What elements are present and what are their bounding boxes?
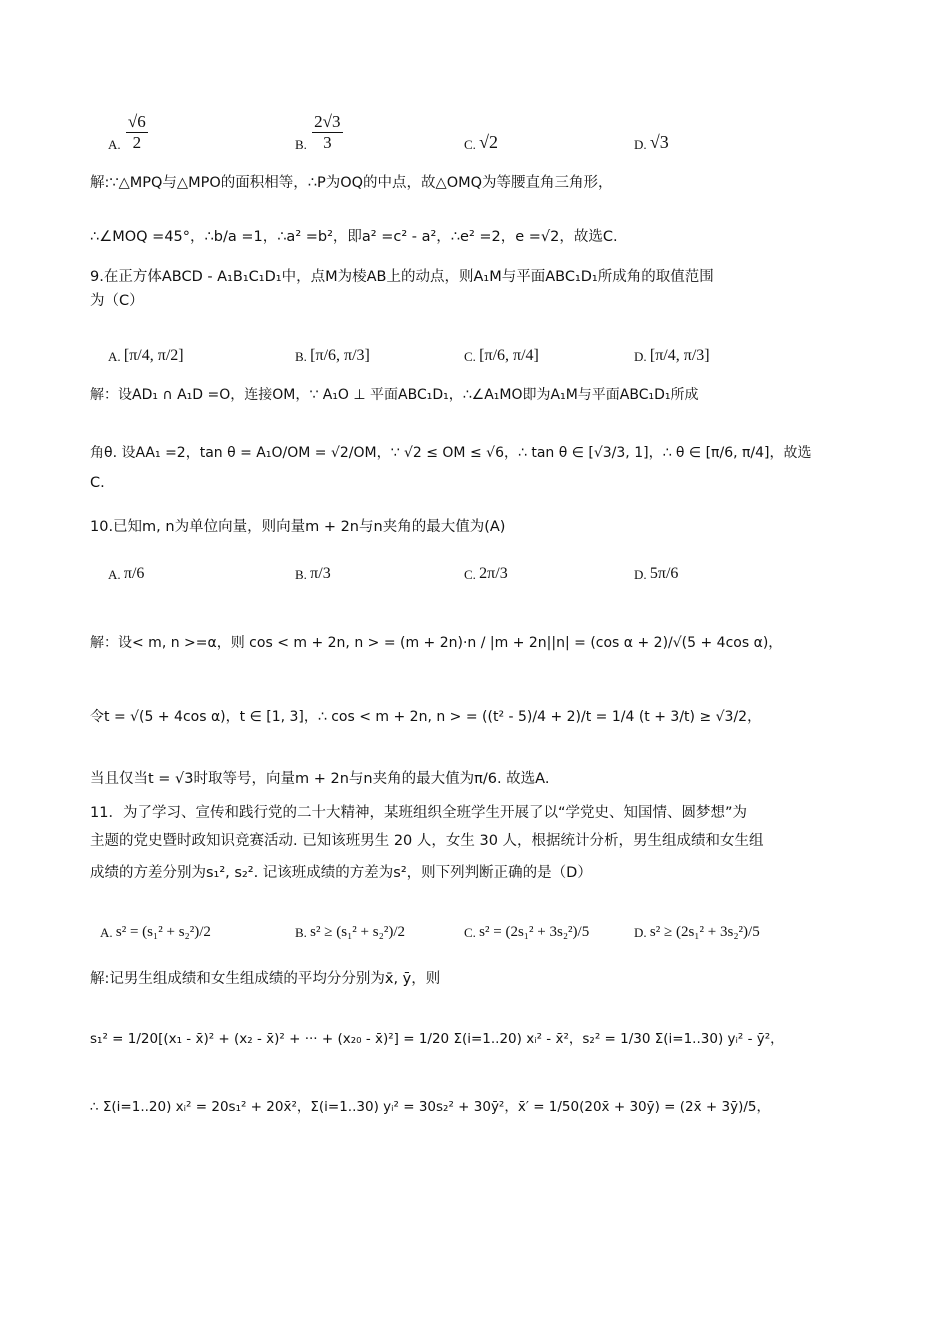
q8-option-c: C. √2 — [464, 132, 499, 152]
q11-option-d: D. s² ≥ (2s₁² + 3s₂²)/5 — [634, 924, 760, 940]
q9-solution-line-2: 角θ. 设AA₁ =2，tan θ = A₁O/OM = √2/OM，∵ √2 ≤ OM ≤ √6，∴ tan θ ∈ [√3/3, 1]，∴ θ ∈ [π/6, π/4]，故选 — [90, 445, 812, 461]
q8-option-b: B. $\frac{2√3}{3}$ — [295, 112, 341, 152]
document-page — [90, 95, 860, 1119]
q11-option-c: C. s² = (2s₁² + 3s₂²)/5 — [464, 924, 590, 940]
q10-options — [90, 539, 860, 587]
q8-solution-line-1: 解:∵△MPQ与△MPO的面积相等，∴P为OQ的中点，故△OMQ为等腰直角三角形， — [90, 175, 613, 191]
q8-option-d: D. √3 — [634, 132, 669, 152]
q9-solution-line-1: 解：设AD₁ ∩ A₁D =O，连接OM，∵ A₁O ⊥ 平面ABC₁D₁，∴∠A₁MO即为A₁M与平面ABC₁D₁所成 — [90, 387, 699, 403]
q9-option-d: D. [π/4, π/3] — [634, 347, 710, 364]
q10-solution-line-1: 解：设< m, n >=α，则 cos < m + 2n, n > = (m + 2n)·n / |m + 2n||n| = (cos α + 2)/√(5 + 4cos α)， — [90, 635, 783, 651]
q9-option-c: C. [π/6, π/4] — [464, 347, 539, 364]
q8-option-a: A. $\frac{√6}{2}$ — [108, 112, 146, 152]
q11-solution-line-2: s₁² = 1/20[(x₁ - x̄)² + (x₂ - x̄)² + ··· + (x₂₀ - x̄)²] = 1/20 Σ(i=1..20) xᵢ² - x̄²，s₂² = 1/30 Σ(i=1..30) yᵢ² - ȳ²， — [90, 1031, 784, 1047]
q10-option-b: B. π/3 — [295, 565, 331, 582]
q11-stem-line-3: 成绩的方差分别为s₁², s₂². 记该班成绩的方差为s²，则下列判断正确的是（D） — [90, 865, 592, 881]
q9-solution-line-3: C. — [90, 475, 105, 491]
q11-solution-line-1: 解:记男生组成绩和女生组成绩的平均分分别为x̄, ȳ，则 — [90, 971, 441, 987]
q10-option-a: A. π/6 — [108, 565, 145, 582]
q10-solution-line-3: 当且仅当t = √3时取等号，向量m + 2n与n夹角的最大值为π/6. 故选A. — [90, 771, 550, 787]
q11-stem-line-2: 主题的党史暨时政知识竞赛活动. 已知该班男生 20 人，女生 30 人，根据统计分析，男生组成绩和女生组 — [90, 833, 764, 849]
q8-solution-line-2: ∴∠MOQ =45°，∴b/a =1，∴a² =b²，即a² =c² - a²，∴e² =2，e =√2，故选C. — [90, 229, 618, 245]
q11-options — [90, 885, 860, 945]
q11-option-a: A. s² = (s₁² + s₂²)/2 — [100, 924, 211, 940]
q9-option-b: B. [π/6, π/3] — [295, 347, 370, 364]
q10-stem: 10.已知m, n为单位向量，则向量m + 2n与n夹角的最大值为(A) — [90, 519, 506, 535]
q8-options — [90, 95, 860, 157]
q9-stem-line-2: 为（C） — [90, 293, 144, 309]
q10-solution-line-2: 令t = √(5 + 4cos α)，t ∈ [1, 3]，∴ cos < m + 2n, n > = ((t² - 5)/4 + 2)/t = 1/4 (t + 3/t) ≥ √3/2， — [90, 709, 762, 725]
q11-stem-line-1: 11．为了学习、宣传和践行党的二十大精神，某班组织全班学生开展了以“学党史、知国情、圆梦想”为 — [90, 805, 747, 821]
q9-option-a: A. [π/4, π/2] — [108, 347, 184, 364]
q10-option-c: C. 2π/3 — [464, 565, 508, 582]
q11-solution-line-3: ∴ Σ(i=1..20) xᵢ² = 20s₁² + 20x̄²，Σ(i=1..30) yᵢ² = 30s₂² + 30ȳ²，x̄′ = 1/50(20x̄ + 30ȳ) = (2x̄ + 3ȳ)/5， — [90, 1099, 770, 1115]
q10-option-d: D. 5π/6 — [634, 565, 679, 582]
q9-stem-line-1: 9.在正方体ABCD - A₁B₁C₁D₁中，点M为棱AB上的动点，则A₁M与平面ABC₁D₁所成角的取值范围 — [90, 269, 714, 285]
q11-option-b: B. s² ≥ (s₁² + s₂²)/2 — [295, 924, 405, 940]
q9-options — [90, 313, 860, 369]
